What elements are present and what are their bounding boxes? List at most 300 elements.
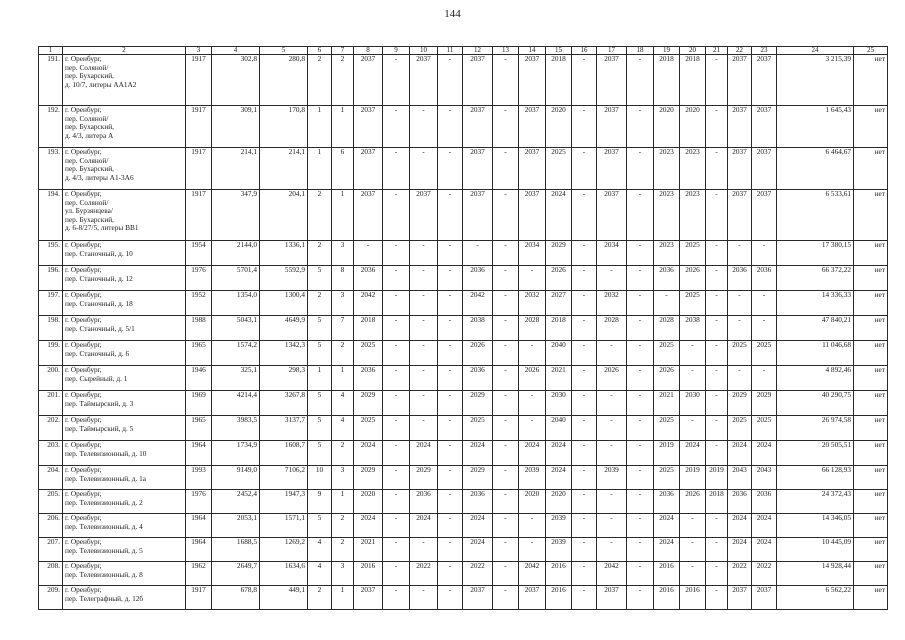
value-cell-col-25: нет	[854, 291, 888, 316]
value-cell-col-3: 1976	[186, 266, 212, 291]
value-cell-col-22: 2022	[728, 562, 752, 586]
address-cell	[63, 366, 186, 391]
value-cell-col-20: -	[680, 416, 706, 441]
value-cell-col-19: 2025	[654, 341, 680, 366]
value-cell-col-15: 2020	[546, 490, 572, 514]
value-cell-col-10: 2037	[410, 190, 438, 241]
value-cell-col-3: 1976	[186, 490, 212, 514]
value-cell-col-13: -	[493, 55, 519, 106]
value-cell-col-6: 5	[308, 441, 332, 466]
value-cell-col-15: 2039	[546, 514, 572, 538]
address-line: г. Оренбург,	[65, 585, 102, 594]
value-cell-col-9: -	[383, 55, 410, 106]
value-cell-col-22: 2037	[728, 106, 752, 148]
value-cell-col-14: 2037	[519, 190, 546, 241]
table-row	[39, 514, 888, 538]
value-cell-col-18: -	[627, 291, 654, 316]
column-number-cell: 8	[354, 47, 383, 55]
value-cell-col-5: 1571,1	[260, 514, 308, 538]
address-line: г. Оренбург,	[65, 489, 102, 498]
row-number-cell: 199.	[39, 341, 63, 366]
value-cell-col-13: -	[493, 148, 519, 190]
value-cell-col-19: 2024	[654, 514, 680, 538]
value-cell-col-4: 1354,0	[212, 291, 260, 316]
value-cell-col-18: -	[627, 586, 654, 610]
value-cell-col-22: 2037	[728, 148, 752, 190]
value-cell-col-21: -	[706, 586, 728, 610]
value-cell-col-5: 1336,1	[260, 241, 308, 266]
address-line: пер. Сырейный, д. 1	[65, 373, 128, 383]
value-cell-col-7: 2	[332, 341, 354, 366]
address-line: ул. Бурзянцева/	[65, 206, 113, 216]
value-cell-col-17: 2034	[597, 241, 627, 266]
address-line: пер. Соляной/	[65, 197, 109, 207]
value-cell-col-16: -	[572, 106, 597, 148]
value-cell-col-21: -	[706, 190, 728, 241]
address-line: д. 6-8/27/5, литеры ВВ1	[65, 223, 139, 233]
value-cell-col-22: 2025	[728, 416, 752, 441]
value-cell-col-9: -	[383, 416, 410, 441]
value-cell-col-16: -	[572, 586, 597, 610]
value-cell-col-20: -	[680, 366, 706, 391]
value-cell-col-25: нет	[854, 241, 888, 266]
value-cell-col-9: -	[383, 391, 410, 416]
value-cell-col-24: 26 974,58	[777, 416, 854, 441]
value-cell-col-10: -	[410, 266, 438, 291]
value-cell-col-19: 2021	[654, 391, 680, 416]
value-cell-col-25: нет	[854, 514, 888, 538]
value-cell-col-18: -	[627, 148, 654, 190]
column-number-cell: 9	[383, 47, 410, 55]
column-number-cell: 2	[63, 47, 186, 55]
value-cell-col-8: 2018	[354, 316, 383, 341]
value-cell-col-12: 2025	[463, 416, 493, 441]
value-cell-col-22: 2024	[728, 538, 752, 562]
value-cell-col-25: нет	[854, 366, 888, 391]
value-cell-col-9: -	[383, 514, 410, 538]
value-cell-col-13: -	[493, 316, 519, 341]
value-cell-col-8: 2036	[354, 366, 383, 391]
value-cell-col-14: -	[519, 538, 546, 562]
value-cell-col-24: 66 128,93	[777, 466, 854, 490]
value-cell-col-23: 2037	[752, 148, 777, 190]
value-cell-col-11: -	[438, 241, 463, 266]
value-cell-col-17: -	[597, 441, 627, 466]
value-cell-col-6: 5	[308, 316, 332, 341]
value-cell-col-5: 4649,9	[260, 316, 308, 341]
value-cell-col-15: 2027	[546, 291, 572, 316]
address-line: д. 4/3, литера А	[65, 130, 114, 140]
address-line: г. Оренбург,	[65, 513, 102, 522]
value-cell-col-15: 2024	[546, 441, 572, 466]
value-cell-col-22: 2024	[728, 514, 752, 538]
address-cell	[63, 316, 186, 341]
table-row	[39, 291, 888, 316]
value-cell-col-13: -	[493, 241, 519, 266]
address-line: г. Оренбург,	[65, 340, 102, 349]
table-row	[39, 241, 888, 266]
value-cell-col-7: 4	[332, 416, 354, 441]
value-cell-col-8: 2021	[354, 538, 383, 562]
value-cell-col-18: -	[627, 466, 654, 490]
value-cell-col-7: 2	[332, 514, 354, 538]
value-cell-col-17: -	[597, 341, 627, 366]
value-cell-col-15: 2020	[546, 106, 572, 148]
value-cell-col-7: 8	[332, 266, 354, 291]
value-cell-col-18: -	[627, 562, 654, 586]
value-cell-col-10: -	[410, 106, 438, 148]
value-cell-col-10: -	[410, 291, 438, 316]
value-cell-col-6: 9	[308, 490, 332, 514]
value-cell-col-18: -	[627, 514, 654, 538]
value-cell-col-13: -	[493, 366, 519, 391]
address-cell	[63, 241, 186, 266]
value-cell-col-21: -	[706, 266, 728, 291]
value-cell-col-23: 2036	[752, 490, 777, 514]
row-number-cell: 207.	[39, 538, 63, 562]
value-cell-col-6: 2	[308, 241, 332, 266]
value-cell-col-24: 6 533,61	[777, 190, 854, 241]
address-line: г. Оренбург,	[65, 189, 102, 198]
value-cell-col-15: 2024	[546, 190, 572, 241]
value-cell-col-23: 2037	[752, 190, 777, 241]
value-cell-col-14: 2037	[519, 586, 546, 610]
value-cell-col-13: -	[493, 490, 519, 514]
value-cell-col-19: 2025	[654, 416, 680, 441]
table-row	[39, 148, 888, 190]
value-cell-col-3: 1917	[186, 106, 212, 148]
value-cell-col-6: 2	[308, 586, 332, 610]
value-cell-col-17: 2037	[597, 106, 627, 148]
value-cell-col-5: 1947,3	[260, 490, 308, 514]
table-row	[39, 416, 888, 441]
table-row	[39, 466, 888, 490]
value-cell-col-14: 2032	[519, 291, 546, 316]
value-cell-col-4: 5701,4	[212, 266, 260, 291]
table-row	[39, 538, 888, 562]
value-cell-col-10: -	[410, 241, 438, 266]
value-cell-col-21: -	[706, 391, 728, 416]
value-cell-col-25: нет	[854, 416, 888, 441]
value-cell-col-14: 2020	[519, 490, 546, 514]
address-line: г. Оренбург,	[65, 440, 102, 449]
value-cell-col-4: 9149,0	[212, 466, 260, 490]
row-number-cell: 195.	[39, 241, 63, 266]
value-cell-col-22: -	[728, 241, 752, 266]
value-cell-col-23: 2036	[752, 266, 777, 291]
column-number-cell: 20	[680, 47, 706, 55]
address-cell	[63, 148, 186, 190]
value-cell-col-12: 2037	[463, 55, 493, 106]
value-cell-col-17: -	[597, 538, 627, 562]
value-cell-col-9: -	[383, 538, 410, 562]
address-line: пер. Таймырский, д. 5	[65, 423, 134, 433]
value-cell-col-19: 2025	[654, 466, 680, 490]
value-cell-col-3: 1965	[186, 341, 212, 366]
address-cell	[63, 55, 186, 106]
value-cell-col-11: -	[438, 562, 463, 586]
value-cell-col-20: 2023	[680, 148, 706, 190]
value-cell-col-21: -	[706, 562, 728, 586]
value-cell-col-20: 2023	[680, 190, 706, 241]
column-number-row	[39, 47, 888, 55]
value-cell-col-22: 2025	[728, 341, 752, 366]
value-cell-col-4: 3983,5	[212, 416, 260, 441]
table-row	[39, 190, 888, 241]
value-cell-col-14: 2024	[519, 441, 546, 466]
value-cell-col-4: 678,8	[212, 586, 260, 610]
value-cell-col-14: 2039	[519, 466, 546, 490]
value-cell-col-3: 1946	[186, 366, 212, 391]
address-line: пер. Станочный, д. 10	[65, 248, 133, 258]
address-line: пер. Бухарский,	[65, 164, 114, 174]
value-cell-col-22: 2024	[728, 441, 752, 466]
value-cell-col-5: 1269,2	[260, 538, 308, 562]
value-cell-col-24: 1 645,43	[777, 106, 854, 148]
value-cell-col-20: 2024	[680, 441, 706, 466]
value-cell-col-4: 1734,9	[212, 441, 260, 466]
column-number-cell: 19	[654, 47, 680, 55]
value-cell-col-20: 2026	[680, 266, 706, 291]
column-number-cell: 3	[186, 47, 212, 55]
value-cell-col-14: -	[519, 416, 546, 441]
value-cell-col-4: 347,9	[212, 190, 260, 241]
value-cell-col-24: 11 046,68	[777, 341, 854, 366]
value-cell-col-23: 2037	[752, 586, 777, 610]
value-cell-col-5: 449,1	[260, 586, 308, 610]
table-row	[39, 562, 888, 586]
value-cell-col-23: 2037	[752, 106, 777, 148]
value-cell-col-6: 5	[308, 391, 332, 416]
value-cell-col-5: 1342,3	[260, 341, 308, 366]
address-line: пер. Телевизионный, д. 8	[65, 569, 143, 579]
value-cell-col-13: -	[493, 538, 519, 562]
value-cell-col-3: 1917	[186, 148, 212, 190]
value-cell-col-6: 2	[308, 190, 332, 241]
value-cell-col-10: 2029	[410, 466, 438, 490]
table-row	[39, 341, 888, 366]
value-cell-col-8: 2037	[354, 190, 383, 241]
value-cell-col-17: 2042	[597, 562, 627, 586]
address-line: г. Оренбург,	[65, 415, 102, 424]
value-cell-col-12: 2038	[463, 316, 493, 341]
value-cell-col-19: 2019	[654, 441, 680, 466]
address-line: г. Оренбург,	[65, 54, 102, 63]
value-cell-col-20: 2025	[680, 241, 706, 266]
value-cell-col-25: нет	[854, 391, 888, 416]
value-cell-col-10: -	[410, 416, 438, 441]
table-row	[39, 586, 888, 610]
address-line: пер. Бухарский,	[65, 122, 114, 132]
row-number-cell: 209.	[39, 586, 63, 610]
value-cell-col-17: -	[597, 391, 627, 416]
value-cell-col-16: -	[572, 291, 597, 316]
value-cell-col-19: 2016	[654, 562, 680, 586]
value-cell-col-6: 5	[308, 514, 332, 538]
value-cell-col-21: -	[706, 441, 728, 466]
value-cell-col-24: 3 215,39	[777, 55, 854, 106]
value-cell-col-11: -	[438, 266, 463, 291]
value-cell-col-5: 170,8	[260, 106, 308, 148]
value-cell-col-17: -	[597, 514, 627, 538]
value-cell-col-20: 2038	[680, 316, 706, 341]
address-line: пер. Телевизионный, д. 10	[65, 448, 147, 458]
value-cell-col-10: -	[410, 391, 438, 416]
value-cell-col-20: 2020	[680, 106, 706, 148]
value-cell-col-22: 2037	[728, 586, 752, 610]
address-line: г. Оренбург,	[65, 561, 102, 570]
column-number-cell: 21	[706, 47, 728, 55]
value-cell-col-4: 214,1	[212, 148, 260, 190]
value-cell-col-22: 2043	[728, 466, 752, 490]
table-row	[39, 441, 888, 466]
value-cell-col-11: -	[438, 341, 463, 366]
address-cell	[63, 586, 186, 610]
value-cell-col-25: нет	[854, 341, 888, 366]
value-cell-col-15: 2021	[546, 366, 572, 391]
row-number-cell: 201.	[39, 391, 63, 416]
value-cell-col-13: -	[493, 106, 519, 148]
value-cell-col-7: 1	[332, 190, 354, 241]
value-cell-col-9: -	[383, 341, 410, 366]
value-cell-col-20: -	[680, 514, 706, 538]
address-cell	[63, 391, 186, 416]
value-cell-col-24: 4 892,46	[777, 366, 854, 391]
address-line: пер. Станочный, д. 18	[65, 298, 133, 308]
value-cell-col-19: 2020	[654, 106, 680, 148]
value-cell-col-16: -	[572, 366, 597, 391]
value-cell-col-18: -	[627, 55, 654, 106]
value-cell-col-12: 2036	[463, 490, 493, 514]
value-cell-col-10: -	[410, 586, 438, 610]
column-number-cell: 4	[212, 47, 260, 55]
row-number-cell: 204.	[39, 466, 63, 490]
value-cell-col-23: 2022	[752, 562, 777, 586]
value-cell-col-3: 1917	[186, 55, 212, 106]
column-number-cell: 23	[752, 47, 777, 55]
value-cell-col-13: -	[493, 416, 519, 441]
value-cell-col-23: 2024	[752, 441, 777, 466]
value-cell-col-4: 2144,0	[212, 241, 260, 266]
value-cell-col-4: 2649,7	[212, 562, 260, 586]
value-cell-col-19: 2026	[654, 366, 680, 391]
value-cell-col-18: -	[627, 316, 654, 341]
address-line: пер. Соляной/	[65, 113, 109, 123]
value-cell-col-18: -	[627, 490, 654, 514]
table-row	[39, 316, 888, 341]
value-cell-col-11: -	[438, 441, 463, 466]
value-cell-col-17: 2032	[597, 291, 627, 316]
column-number-cell: 10	[410, 47, 438, 55]
value-cell-col-13: -	[493, 514, 519, 538]
value-cell-col-20: -	[680, 562, 706, 586]
value-cell-col-10: 2024	[410, 514, 438, 538]
value-cell-col-8: 2036	[354, 266, 383, 291]
column-number-cell: 25	[854, 47, 888, 55]
value-cell-col-9: -	[383, 441, 410, 466]
value-cell-col-9: -	[383, 316, 410, 341]
table-row	[39, 391, 888, 416]
value-cell-col-6: 5	[308, 416, 332, 441]
value-cell-col-7: 6	[332, 148, 354, 190]
value-cell-col-7: 1	[332, 586, 354, 610]
address-line: пер. Телевизионный, д. 1а	[65, 473, 147, 483]
value-cell-col-22: 2037	[728, 55, 752, 106]
value-cell-col-17: 2026	[597, 366, 627, 391]
value-cell-col-8: 2029	[354, 391, 383, 416]
value-cell-col-24: 66 372,22	[777, 266, 854, 291]
value-cell-col-18: -	[627, 538, 654, 562]
value-cell-col-8: 2025	[354, 416, 383, 441]
register-table	[38, 46, 888, 610]
value-cell-col-24: 40 290,75	[777, 391, 854, 416]
value-cell-col-8: 2037	[354, 586, 383, 610]
value-cell-col-6: 10	[308, 466, 332, 490]
row-number-cell: 192.	[39, 106, 63, 148]
value-cell-col-18: -	[627, 190, 654, 241]
value-cell-col-15: 2024	[546, 466, 572, 490]
value-cell-col-14: -	[519, 514, 546, 538]
value-cell-col-4: 2452,4	[212, 490, 260, 514]
value-cell-col-16: -	[572, 148, 597, 190]
value-cell-col-8: 2024	[354, 514, 383, 538]
row-number-cell: 198.	[39, 316, 63, 341]
address-cell	[63, 416, 186, 441]
value-cell-col-10: -	[410, 316, 438, 341]
value-cell-col-4: 4214,4	[212, 391, 260, 416]
value-cell-col-8: 2020	[354, 490, 383, 514]
value-cell-col-19: 2023	[654, 148, 680, 190]
value-cell-col-14: 2034	[519, 241, 546, 266]
value-cell-col-6: 2	[308, 55, 332, 106]
value-cell-col-22: 2029	[728, 391, 752, 416]
value-cell-col-12: 2036	[463, 266, 493, 291]
table-row	[39, 266, 888, 291]
value-cell-col-14: 2037	[519, 106, 546, 148]
value-cell-col-3: 1917	[186, 586, 212, 610]
value-cell-col-10: 2024	[410, 441, 438, 466]
value-cell-col-6: 1	[308, 148, 332, 190]
value-cell-col-13: -	[493, 586, 519, 610]
value-cell-col-20: 2016	[680, 586, 706, 610]
value-cell-col-8: 2037	[354, 106, 383, 148]
value-cell-col-11: -	[438, 291, 463, 316]
value-cell-col-24: 17 380,15	[777, 241, 854, 266]
value-cell-col-13: -	[493, 266, 519, 291]
value-cell-col-11: -	[438, 148, 463, 190]
value-cell-col-4: 302,8	[212, 55, 260, 106]
value-cell-col-16: -	[572, 391, 597, 416]
value-cell-col-8: 2016	[354, 562, 383, 586]
address-line: пер. Соляной/	[65, 62, 109, 72]
value-cell-col-4: 1688,5	[212, 538, 260, 562]
value-cell-col-5: 7106,2	[260, 466, 308, 490]
value-cell-col-21: -	[706, 366, 728, 391]
value-cell-col-24: 14 346,05	[777, 514, 854, 538]
address-line: г. Оренбург,	[65, 240, 102, 249]
value-cell-col-9: -	[383, 586, 410, 610]
value-cell-col-14: 2042	[519, 562, 546, 586]
address-line: д. 10/7, литеры АА1А2	[65, 79, 137, 89]
value-cell-col-21: 2019	[706, 466, 728, 490]
value-cell-col-3: 1954	[186, 241, 212, 266]
value-cell-col-25: нет	[854, 106, 888, 148]
column-number-cell: 22	[728, 47, 752, 55]
value-cell-col-17: -	[597, 266, 627, 291]
value-cell-col-12: 2026	[463, 341, 493, 366]
value-cell-col-18: -	[627, 391, 654, 416]
value-cell-col-11: -	[438, 466, 463, 490]
